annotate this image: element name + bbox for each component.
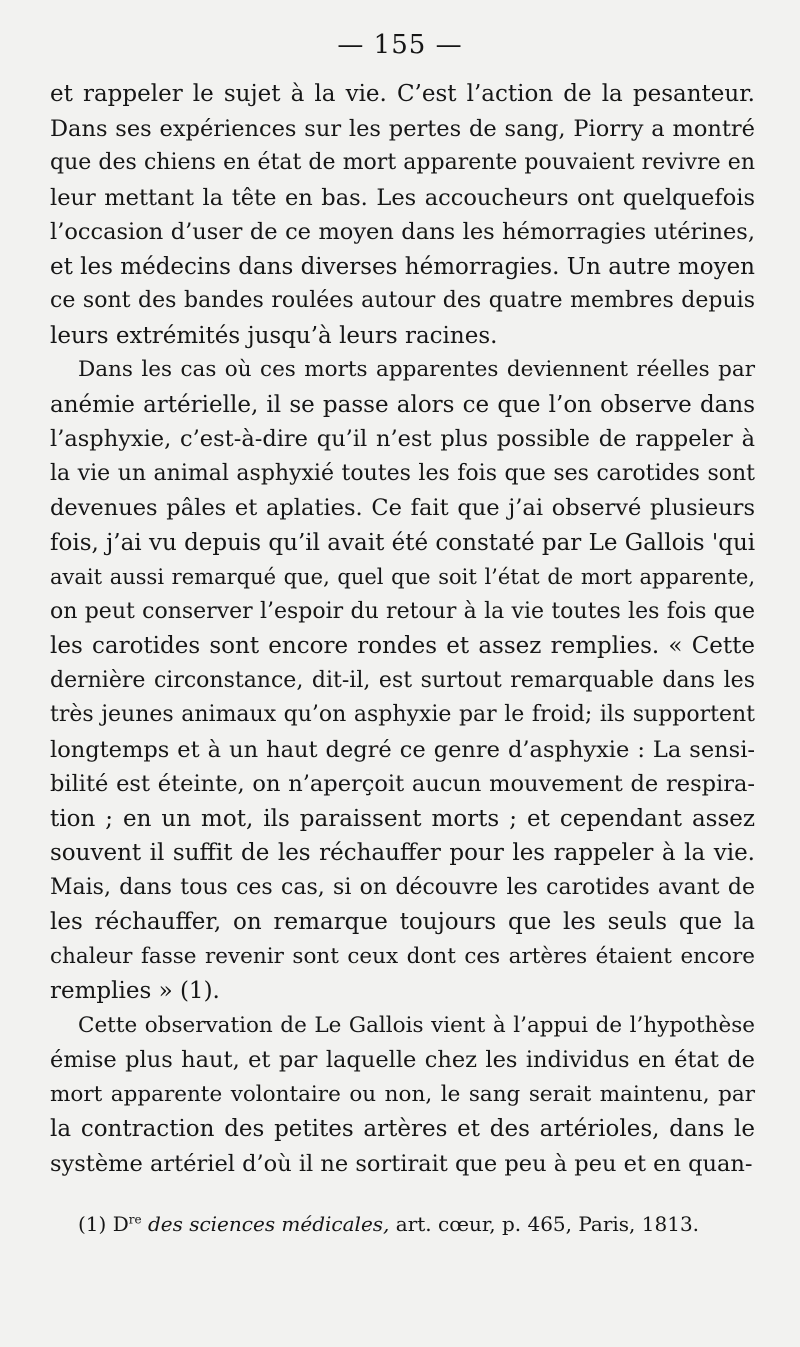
footnote-source: des sciences médicales, [147,1212,390,1236]
footnote [78,1212,699,1236]
text-line: ce sont des bandes roulées autour des quatre membres depuis [50,288,755,313]
text-line: mort apparente volontaire ou non, le sang serait maintenu, par [50,1081,755,1107]
text-line: que des chiens en état de mort apparente pouvaient revivre en [50,150,755,175]
text-line: et rappeler le sujet à la vie. C’est l’action de la pesanteur. [50,81,755,107]
footnote-rest: art. cœur, p. 465, Paris, 1813. [389,1212,700,1236]
text-line: leur mettant la tête en bas. Les accoucheurs ont quelquefois [50,184,755,211]
text-line: Cette observation de Le Gallois vient à l’appui de l’hypothèse [78,1012,755,1038]
text-line: très jeunes animaux qu’on asphyxie par le froid; ils supportent [50,702,755,727]
text-line: dernière circonstance, dit-il, est surtout remarquable dans les [50,667,755,693]
text-line: émise plus haut, et par laquelle chez les individus en état de [50,1047,755,1073]
text-line: système artériel d’où il ne sortirait que peu à peu et en quan- [50,1150,753,1177]
footnote-marker: (1) D [78,1212,129,1236]
text-line: fois, j’ai vu depuis qu’il avait été constaté par Le Gallois 'qui [50,529,756,556]
text-line: chaleur fasse revenir sont ceux dont ces artères étaient encore [50,943,755,969]
text-line: les carotides sont encore rondes et assez remplies. « Cette [50,633,755,659]
text-line: la vie un animal asphyxié toutes les fois que ses carotides sont [50,460,755,486]
text-line: avait aussi remarqué que, quel que soit l’état de mort apparente, [50,565,755,589]
text-line: Mais, dans tous ces cas, si on découvre les carotides avant de [50,874,755,900]
text-line: l’asphyxie, c’est-à-dire qu’il n’est plus possible de rappeler à [50,426,755,452]
text-line: Dans ses expériences sur les pertes de sang, Piorry a montré [50,115,755,142]
text-line: anémie artérielle, il se passe alors ce que l’on observe dans [50,391,755,418]
text-line: remplies » (1). [50,978,220,1004]
body-text [50,77,755,1181]
text-line: leurs extrémités jusqu’à leurs racines. [50,322,498,349]
text-line: l’occasion d’user de ce moyen dans les hémorragies utérines, [50,219,755,245]
text-line: la contraction des petites artères et des artérioles, dans le [50,1116,755,1142]
text-line: on peut conserver l’espoir du retour à la vie toutes les fois que [50,598,755,624]
text-line: et les médecins dans diverses hémorragies. Un autre moyen [50,253,755,280]
text-line: souvent il suffit de les réchauffer pour les rappeler à la vie. [50,840,755,866]
text-line: longtemps et à un haut degré ce genre d’asphyxie : La sensi- [50,736,755,763]
text-line: bilité est éteinte, on n’aperçoit aucun mouvement de respira- [50,771,755,797]
text-line: les réchauffer, on remarque toujours que les seuls que la [50,909,755,935]
text-line: devenues pâles et aplaties. Ce fait que j’ai observé plusieurs [50,495,755,521]
footnote-marker-sup: re [128,1212,142,1227]
text-line: Dans les cas où ces morts apparentes deviennent réelles par [78,357,755,382]
text-line: tion ; en un mot, ils paraissent morts ; et cependant assez [50,805,755,832]
page-number: — 155 — [337,30,463,60]
